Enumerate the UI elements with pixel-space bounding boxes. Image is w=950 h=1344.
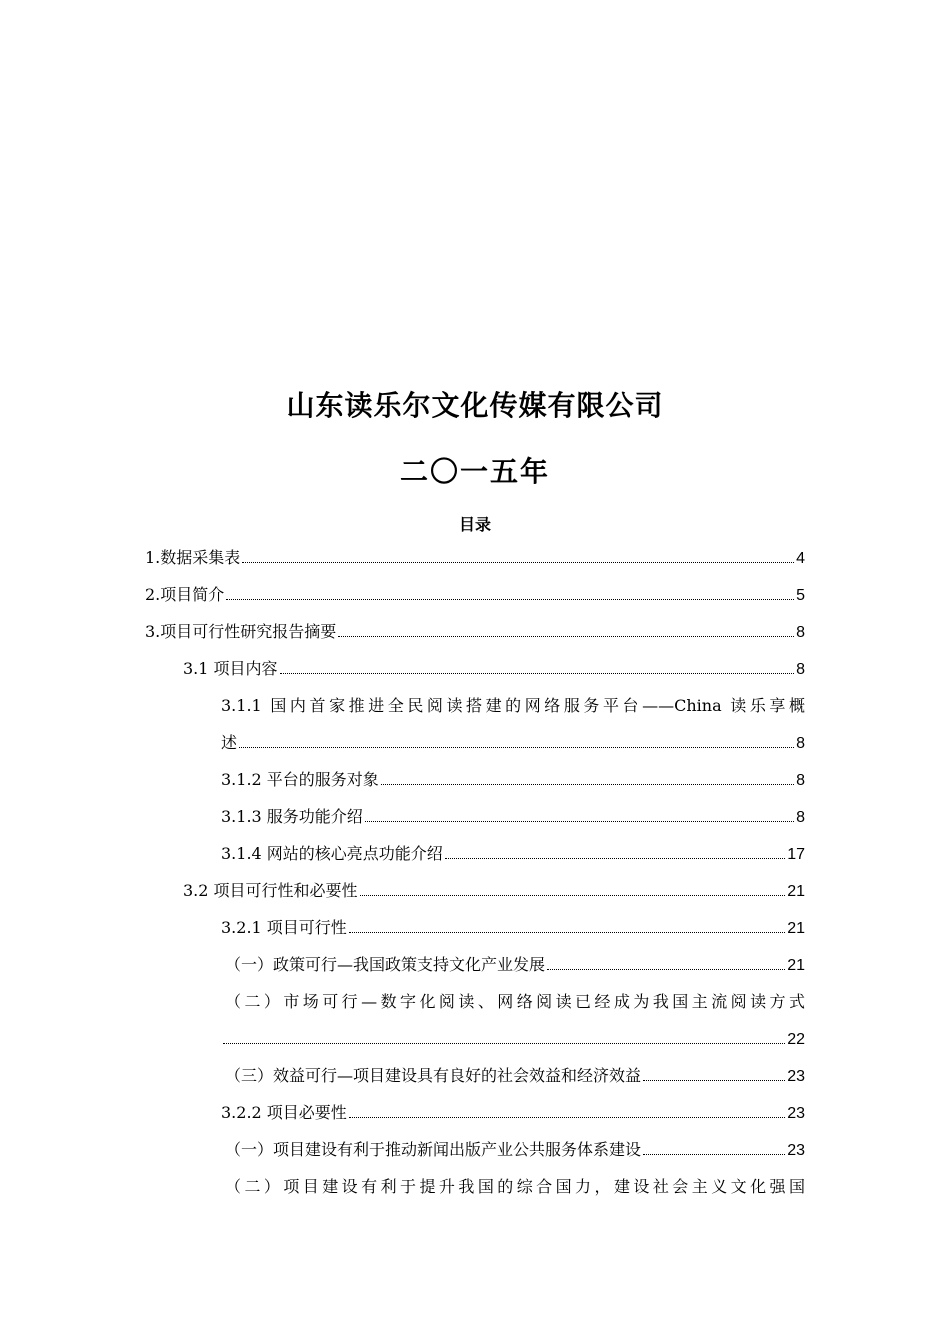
toc-entry-label: （三）效益可行—项目建设具有良好的社会效益和经济效益	[225, 1066, 642, 1085]
toc-entry[interactable]	[183, 881, 805, 903]
toc-entry-page: 8	[796, 661, 805, 678]
toc-entry[interactable]	[221, 918, 805, 940]
toc-entry[interactable]	[145, 548, 805, 570]
toc-entry[interactable]	[221, 807, 805, 829]
toc-entry-page: 21	[787, 883, 805, 900]
toc-entry-page: 21	[787, 920, 805, 937]
toc-entry-label: 3.1.4 网站的核心亮点功能介绍	[221, 844, 443, 863]
toc-entry[interactable]	[225, 955, 805, 977]
toc-entry-page: 8	[796, 624, 805, 641]
toc-entry-label: （一）项目建设有利于推动新闻出版产业公共服务体系建设	[225, 1140, 642, 1159]
toc-leader-dots	[445, 844, 785, 859]
toc-entry-page: 17	[787, 846, 805, 863]
toc-entry-label: 述	[221, 733, 238, 752]
toc-title: 目录	[458, 515, 491, 534]
toc-entry-wrapped-line[interactable]: （二）项目建设有利于提升我国的综合国力，建设社会主义文化强国	[225, 1177, 805, 1196]
toc-leader-dots	[242, 548, 794, 563]
toc-entry-page: 22	[787, 1031, 805, 1048]
toc-entry-page: 21	[787, 957, 805, 974]
toc-entry-label: （一）政策可行—我国政策支持文化产业发展	[225, 955, 546, 974]
toc-entry[interactable]	[221, 770, 805, 792]
toc-entry[interactable]	[221, 1029, 805, 1051]
toc-entry-page: 8	[796, 809, 805, 826]
toc-leader-dots	[239, 733, 794, 748]
toc-entry-label: 3.项目可行性研究报告摘要	[145, 622, 337, 641]
toc-entry-page: 8	[796, 772, 805, 789]
toc-entry-page: 23	[787, 1105, 805, 1122]
toc-leader-dots	[547, 955, 785, 970]
toc-entry[interactable]	[145, 622, 805, 644]
toc-entry-label: 3.1 项目内容	[183, 659, 278, 678]
toc-leader-dots	[349, 1103, 785, 1118]
toc-leader-dots	[338, 622, 794, 637]
toc-entry-label: 3.2 项目可行性和必要性	[183, 881, 358, 900]
toc-entry-page: 8	[796, 735, 805, 752]
toc-entry[interactable]	[221, 1103, 805, 1125]
toc-entry-wrapped-line[interactable]: （二）市场可行—数字化阅读、网络阅读已经成为我国主流阅读方式	[225, 992, 805, 1011]
toc-entry[interactable]	[225, 1066, 805, 1088]
toc-entry-label: 3.1.3 服务功能介绍	[221, 807, 363, 826]
toc-leader-dots	[349, 918, 785, 933]
toc-entry-page: 5	[796, 587, 805, 604]
toc-entry[interactable]	[221, 844, 805, 866]
toc-entry-label: 2.项目简介	[145, 585, 225, 604]
toc-entry-label: 1.数据采集表	[145, 548, 241, 567]
toc-entry-page: 4	[796, 550, 805, 567]
toc-entry[interactable]	[221, 733, 805, 755]
toc-entry-wrapped-line[interactable]: 3.1.1 国内首家推进全民阅读搭建的网络服务平台——China 读乐享概	[221, 696, 805, 715]
toc-entry[interactable]	[145, 585, 805, 607]
toc-entry[interactable]	[183, 659, 805, 681]
toc-entry-page: 23	[787, 1142, 805, 1159]
document-year: 二〇一五年	[399, 455, 550, 488]
toc-leader-dots	[360, 881, 786, 896]
toc-leader-dots	[226, 585, 794, 600]
toc-leader-dots	[365, 807, 794, 822]
toc-leader-dots	[280, 659, 795, 674]
toc-entry-label: 3.2.2 项目必要性	[221, 1103, 347, 1122]
toc-entry-page: 23	[787, 1068, 805, 1085]
company-name: 山东读乐尔文化传媒有限公司	[286, 389, 664, 422]
toc-entry-label: 3.1.2 平台的服务对象	[221, 770, 379, 789]
toc-entry[interactable]	[225, 1140, 805, 1162]
toc-leader-dots	[381, 770, 794, 785]
toc-leader-dots	[643, 1066, 785, 1081]
toc-leader-dots	[643, 1140, 785, 1155]
toc-entry-label: 3.2.1 项目可行性	[221, 918, 347, 937]
toc-leader-dots	[223, 1029, 785, 1044]
